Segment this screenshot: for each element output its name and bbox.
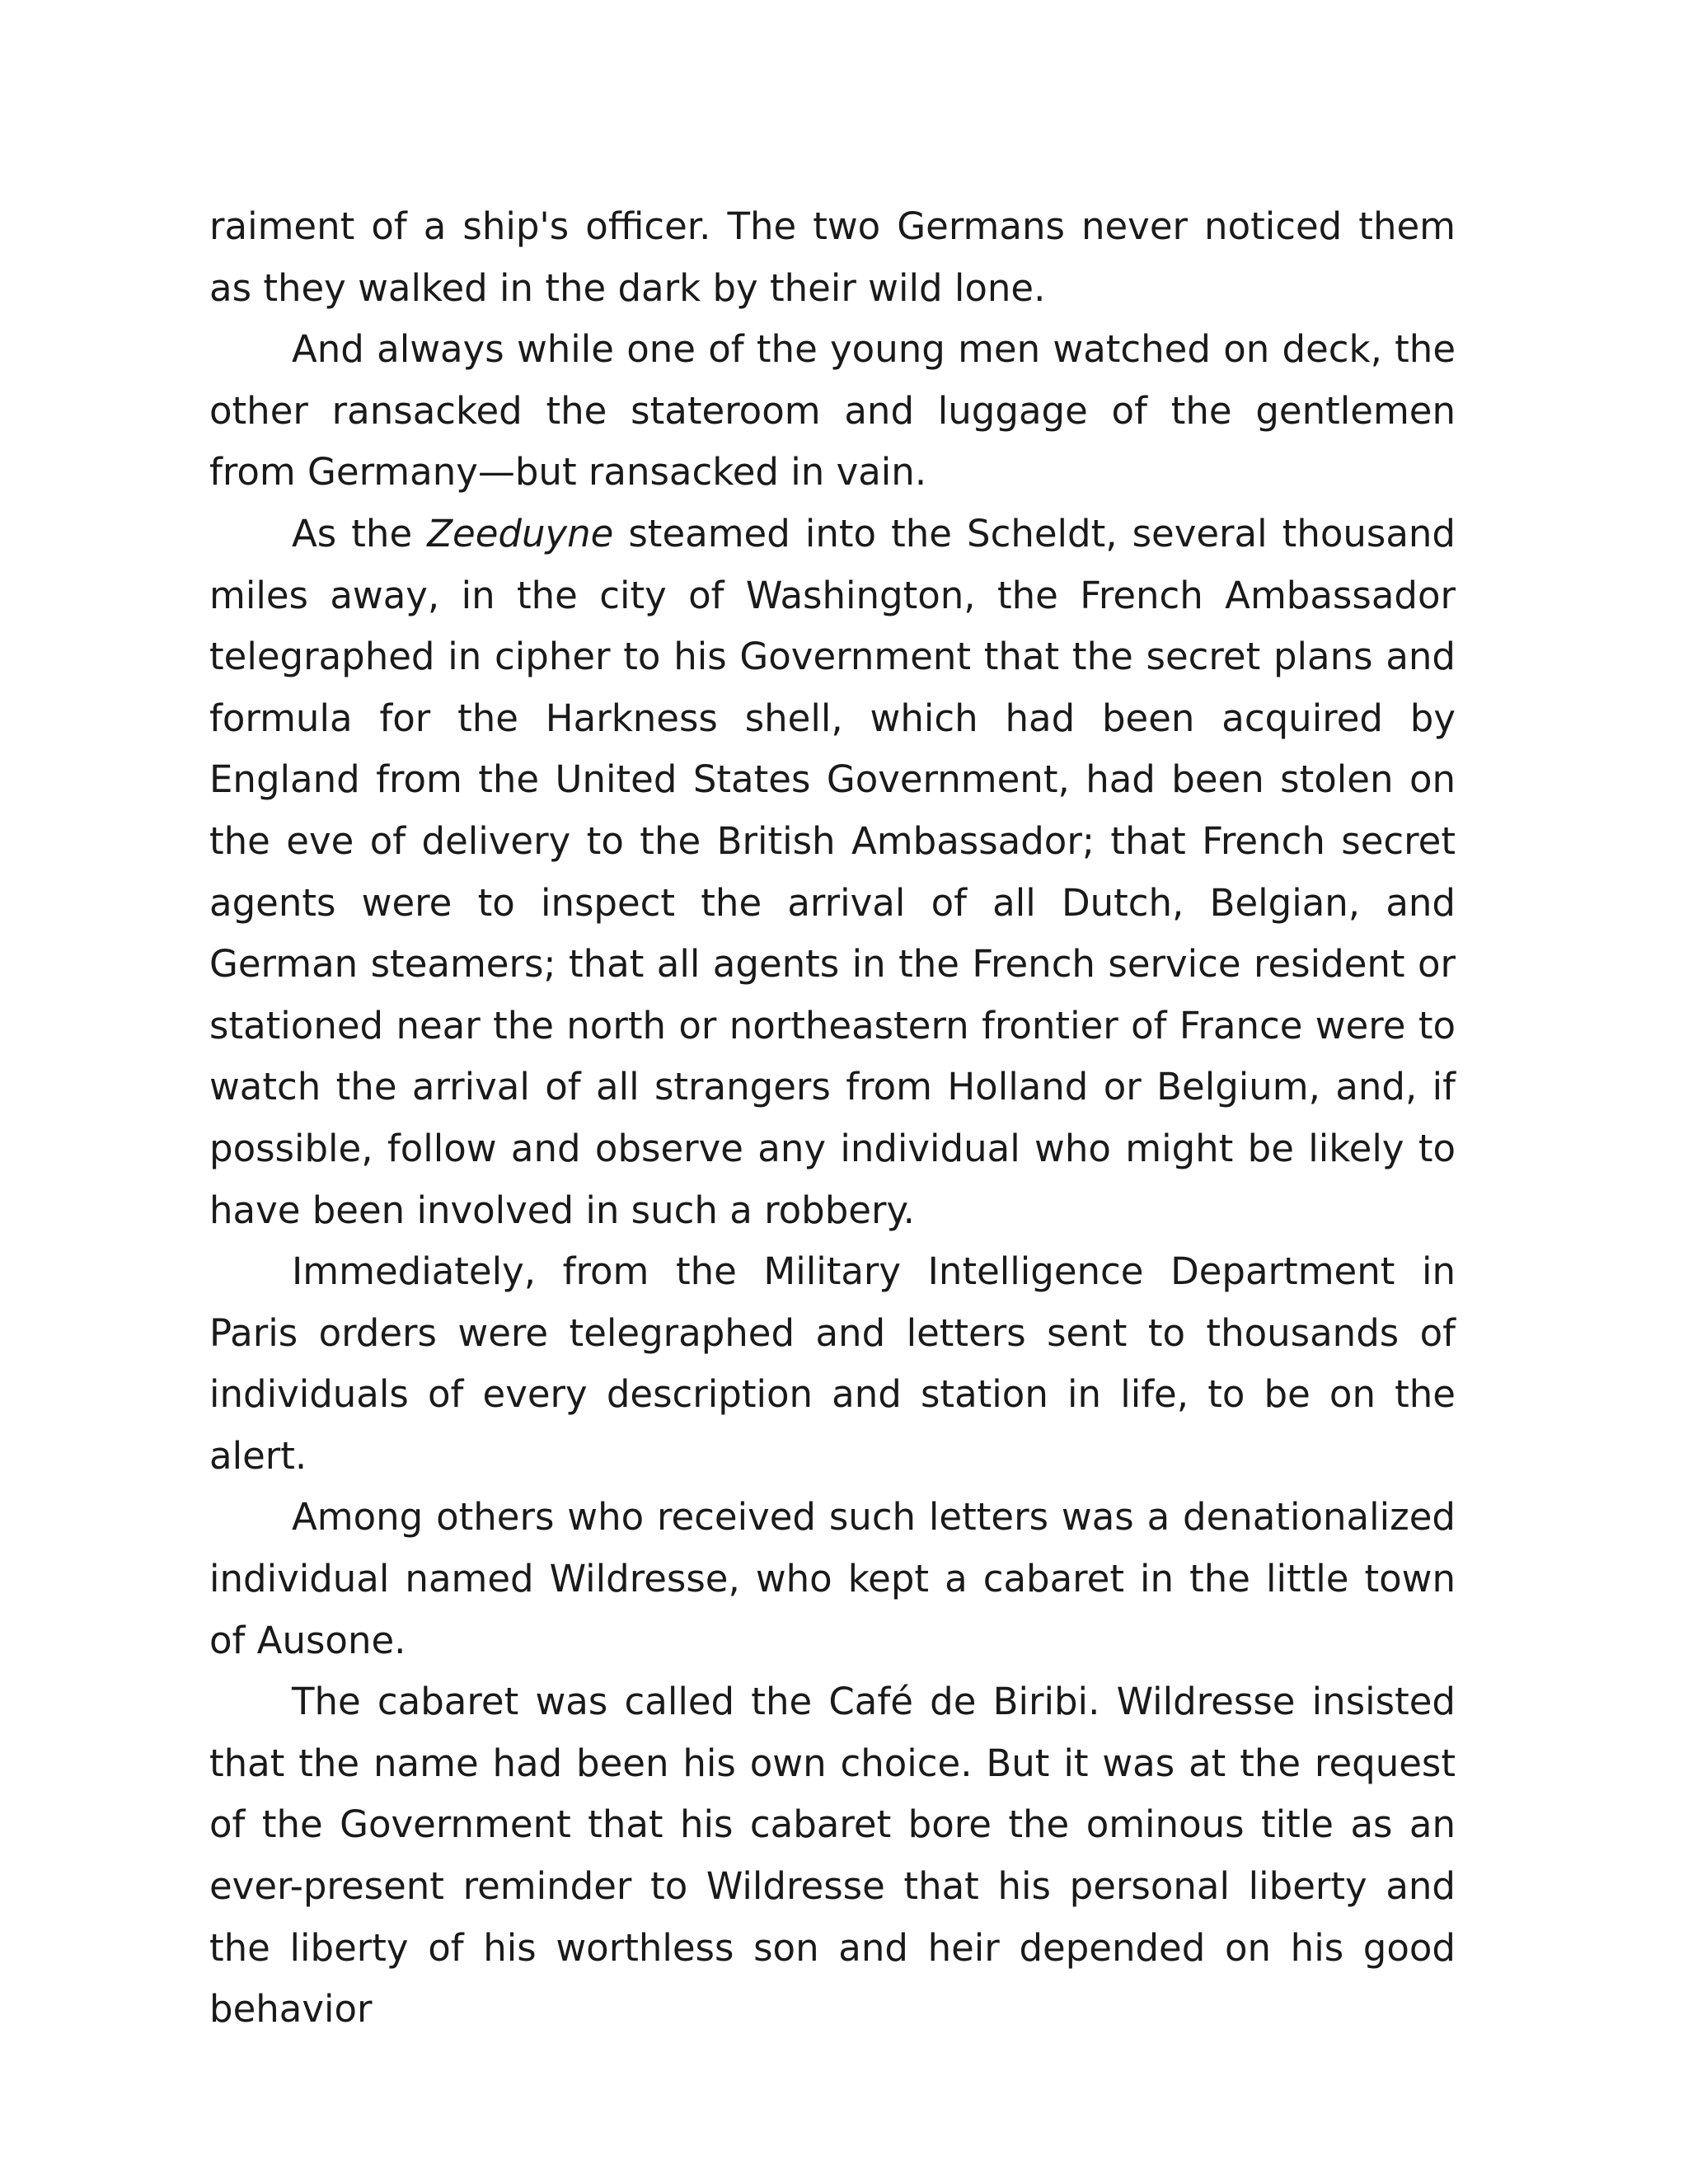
paragraph-6: The cabaret was called the Café de Biribi. Wildresse insisted that the name had been his own choice. But it was at the request of the Government that his cabaret bore the ominous title as an ever-present reminder to Wildresse that his personal liberty and the liberty of his worthless son and heir depended on his good behavior [209,1680,1456,2032]
paragraph-4: Immediately, from the Military Intelligence Department in Paris orders were telegraphed and letters sent to thousands of individuals of every description and station in life, to be on the alert. [209,1249,1456,1478]
ship-name: Zeeduyne [427,511,614,555]
paragraph-3-rest: steamed into the Scheldt, several thousand miles away, in the city of Washington, the French Ambassador telegraphed in cipher to his Government that the secret plans and formula for the Harkness shell, which had been acquired by England from the United States Government, had been stolen on the eve of delivery to the British Ambassador; that French secret agents were to inspect the arrival of all Dutch, Belgian, and German steamers; that all agents in the French service resident or stationed near the north or northeastern frontier of France were to watch the arrival of all strangers from Holland or Belgium, and, if possible, follow and observe any individual who might be likely to have been involved in such a robbery. [209,511,1456,1232]
paragraph-3 [209,504,1456,1241]
paragraph-2: And always while one of the young men watched on deck, the other ransacked the stateroom and luggage of the gentlemen from Germany—but ransacked in vain. [209,327,1456,494]
paragraph-1: raiment of a ship's officer. The two Germans never noticed them as they walked in the dark by their wild lone. [209,204,1456,310]
paragraph-5: Among others who received such letters was a denationalized individual named Wildresse, who kept a cabaret in the little town of Ausone. [209,1495,1456,1662]
page-body [209,196,1456,2041]
paragraph-3-lead: As the [292,511,428,555]
